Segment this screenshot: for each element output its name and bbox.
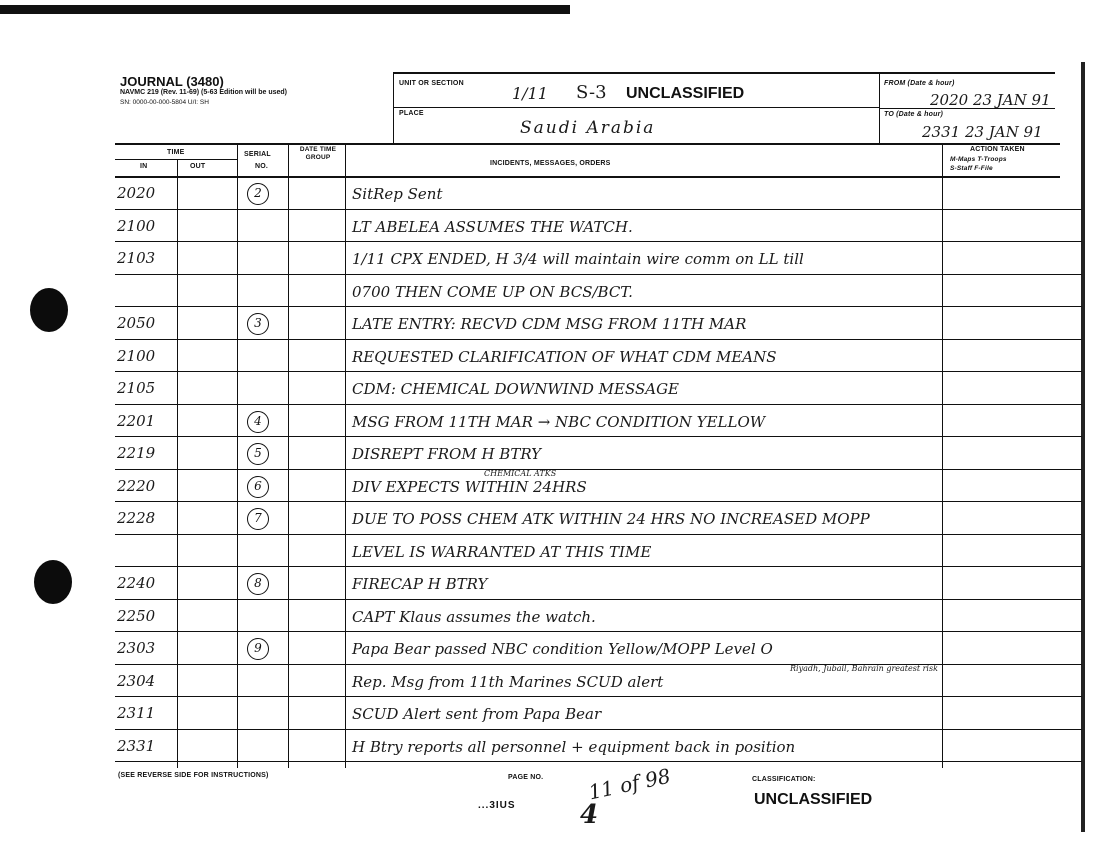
entry-note: Riyadh, Jubail, Bahrain greatest risk [790, 663, 938, 673]
entry-time: 2219 [117, 444, 156, 462]
row-line [115, 534, 1082, 535]
col-serial-no-label: NO. [255, 163, 269, 170]
in-out-divider [177, 160, 178, 768]
row-line [115, 404, 1082, 405]
row-line [115, 241, 1082, 242]
entry-text: DUE TO POSS CHEM ATK WITHIN 24 HRS NO INCREASED MOPP [352, 510, 870, 528]
entry-text: LT ABELEA ASSUMES THE WATCH. [352, 217, 633, 236]
dtg-incidents-divider [345, 143, 346, 768]
entry-time: 2050 [117, 314, 156, 332]
entry-text: MSG FROM 11TH MAR → NBC CONDITION YELLOW [352, 412, 766, 431]
col-dtg-label: DATE TIME GROUP [299, 146, 337, 161]
scan-top-bar [0, 5, 570, 14]
entry-text: REQUESTED CLARIFICATION OF WHAT CDM MEANS [352, 347, 777, 366]
punch-hole-top [30, 288, 68, 332]
to-value: 2331 23 JAN 91 [922, 123, 1043, 141]
row-line [115, 501, 1082, 502]
entry-time: 2100 [117, 216, 156, 235]
table-top-line [115, 143, 1060, 145]
row-line [115, 696, 1082, 697]
entry-text: FIRECAP H BTRY [352, 575, 488, 593]
place-value: Saudi Arabia [520, 118, 656, 138]
serial-number: 2 [247, 183, 269, 205]
instructions-note: (SEE REVERSE SIDE FOR INSTRUCTIONS) [118, 772, 269, 779]
entry-text: DISREPT FROM H BTRY [352, 445, 542, 463]
bottom-mark: 4 [580, 800, 599, 830]
col-action-label: ACTION TAKEN [970, 146, 1025, 153]
row-line [115, 436, 1082, 437]
row-line [115, 631, 1082, 632]
time-sub-line [115, 159, 237, 160]
entry-text: LATE ENTRY: RECVD CDM MSG FROM 11TH MAR [352, 315, 747, 333]
from-label: FROM (Date & hour) [884, 80, 955, 87]
row-line [115, 729, 1082, 730]
unit-label: UNIT OR SECTION [399, 80, 464, 87]
action-legend-2: S-Staff F-File [950, 165, 993, 172]
serial-dtg-divider [288, 143, 289, 768]
col-in-label: IN [140, 163, 148, 170]
entry-note: CHEMICAL ATKS [484, 468, 557, 478]
entry-time: 2228 [117, 509, 156, 527]
entry-text: DIV EXPECTS WITHIN 24HRS [352, 477, 587, 496]
entry-time: 2220 [117, 476, 156, 495]
row-line [115, 566, 1082, 567]
serial-number: 6 [247, 476, 269, 498]
scan-right-edge [1081, 62, 1085, 832]
header-left-line [393, 72, 394, 144]
serial-number: 9 [247, 638, 269, 660]
serial-number: 4 [247, 411, 269, 433]
serial-number: 5 [247, 443, 269, 465]
header-mid-line [393, 107, 879, 108]
unit-value: 1/11 [512, 84, 548, 103]
header-top-line [393, 72, 1055, 74]
entry-text: SCUD Alert sent from Papa Bear [352, 705, 602, 723]
entry-time: 2103 [117, 249, 156, 267]
serial-number: 8 [247, 573, 269, 595]
row-line [115, 761, 1082, 762]
from-value: 2020 23 JAN 91 [930, 91, 1051, 109]
entry-text: Rep. Msg from 11th Marines SCUD alert [352, 672, 664, 691]
classification-top: UNCLASSIFIED [626, 85, 745, 102]
row-line [115, 339, 1082, 340]
entry-text: 0700 THEN COME UP ON BCS/BCT. [352, 282, 633, 301]
col-incidents-label: INCIDENTS, MESSAGES, ORDERS [490, 160, 611, 167]
stamp-text: ...3IUS [478, 800, 516, 811]
entry-text: LEVEL IS WARRANTED AT THIS TIME [352, 542, 652, 561]
entry-time: 2240 [117, 574, 156, 592]
form-number: NAVMC 219 (Rev. 11-69) (5-63 Edition will be used) [120, 89, 288, 96]
action-legend-1: M-Maps T-Troops [950, 156, 1007, 163]
entry-time: 2250 [117, 606, 156, 625]
entry-text: CAPT Klaus assumes the watch. [352, 607, 596, 626]
entry-time: 2020 [117, 184, 156, 202]
entry-time: 2311 [117, 704, 156, 722]
place-label: PLACE [399, 110, 424, 117]
entry-time: 2100 [117, 346, 156, 365]
classification-label: CLASSIFICATION: [752, 776, 816, 783]
row-line [115, 209, 1082, 210]
serial-number: 7 [247, 508, 269, 530]
punch-hole-bottom [34, 560, 72, 604]
entry-text: 1/11 CPX ENDED, H 3/4 will maintain wire comm on LL till [352, 250, 804, 268]
entry-text: CDM: CHEMICAL DOWNWIND MESSAGE [352, 380, 680, 398]
row-line [115, 469, 1082, 470]
col-serial-label: SERIAL [244, 151, 271, 158]
time-serial-divider [237, 143, 238, 768]
serial-number: 3 [247, 313, 269, 335]
row-line [115, 599, 1082, 600]
row-line [115, 274, 1082, 275]
entry-text: Papa Bear passed NBC condition Yellow/MOPP Level O [352, 640, 773, 658]
to-label: TO (Date & hour) [884, 111, 944, 118]
form-title: JOURNAL (3480) [120, 74, 224, 89]
header-bottom-line [115, 176, 1060, 178]
col-time-label: TIME [167, 149, 185, 156]
entry-time: 2105 [117, 379, 156, 397]
row-line [115, 306, 1082, 307]
unit-section: S-3 [576, 82, 607, 103]
incidents-action-divider [942, 143, 943, 768]
entry-time: 2304 [117, 671, 156, 690]
classification-bottom: UNCLASSIFIED [754, 791, 873, 808]
page-label: PAGE NO. [508, 774, 544, 781]
entry-time: 2303 [117, 639, 156, 657]
entry-text: SitRep Sent [352, 185, 443, 203]
row-line [115, 371, 1082, 372]
stock-number: SN: 0000-00-000-5804 U/I: SH [120, 99, 209, 106]
entry-text: H Btry reports all personnel + equipment back in position [352, 737, 796, 756]
col-out-label: OUT [190, 163, 206, 170]
entry-time: 2331 [117, 736, 156, 755]
page-value: 11 of 98 [586, 763, 673, 805]
entry-time: 2201 [117, 411, 156, 430]
